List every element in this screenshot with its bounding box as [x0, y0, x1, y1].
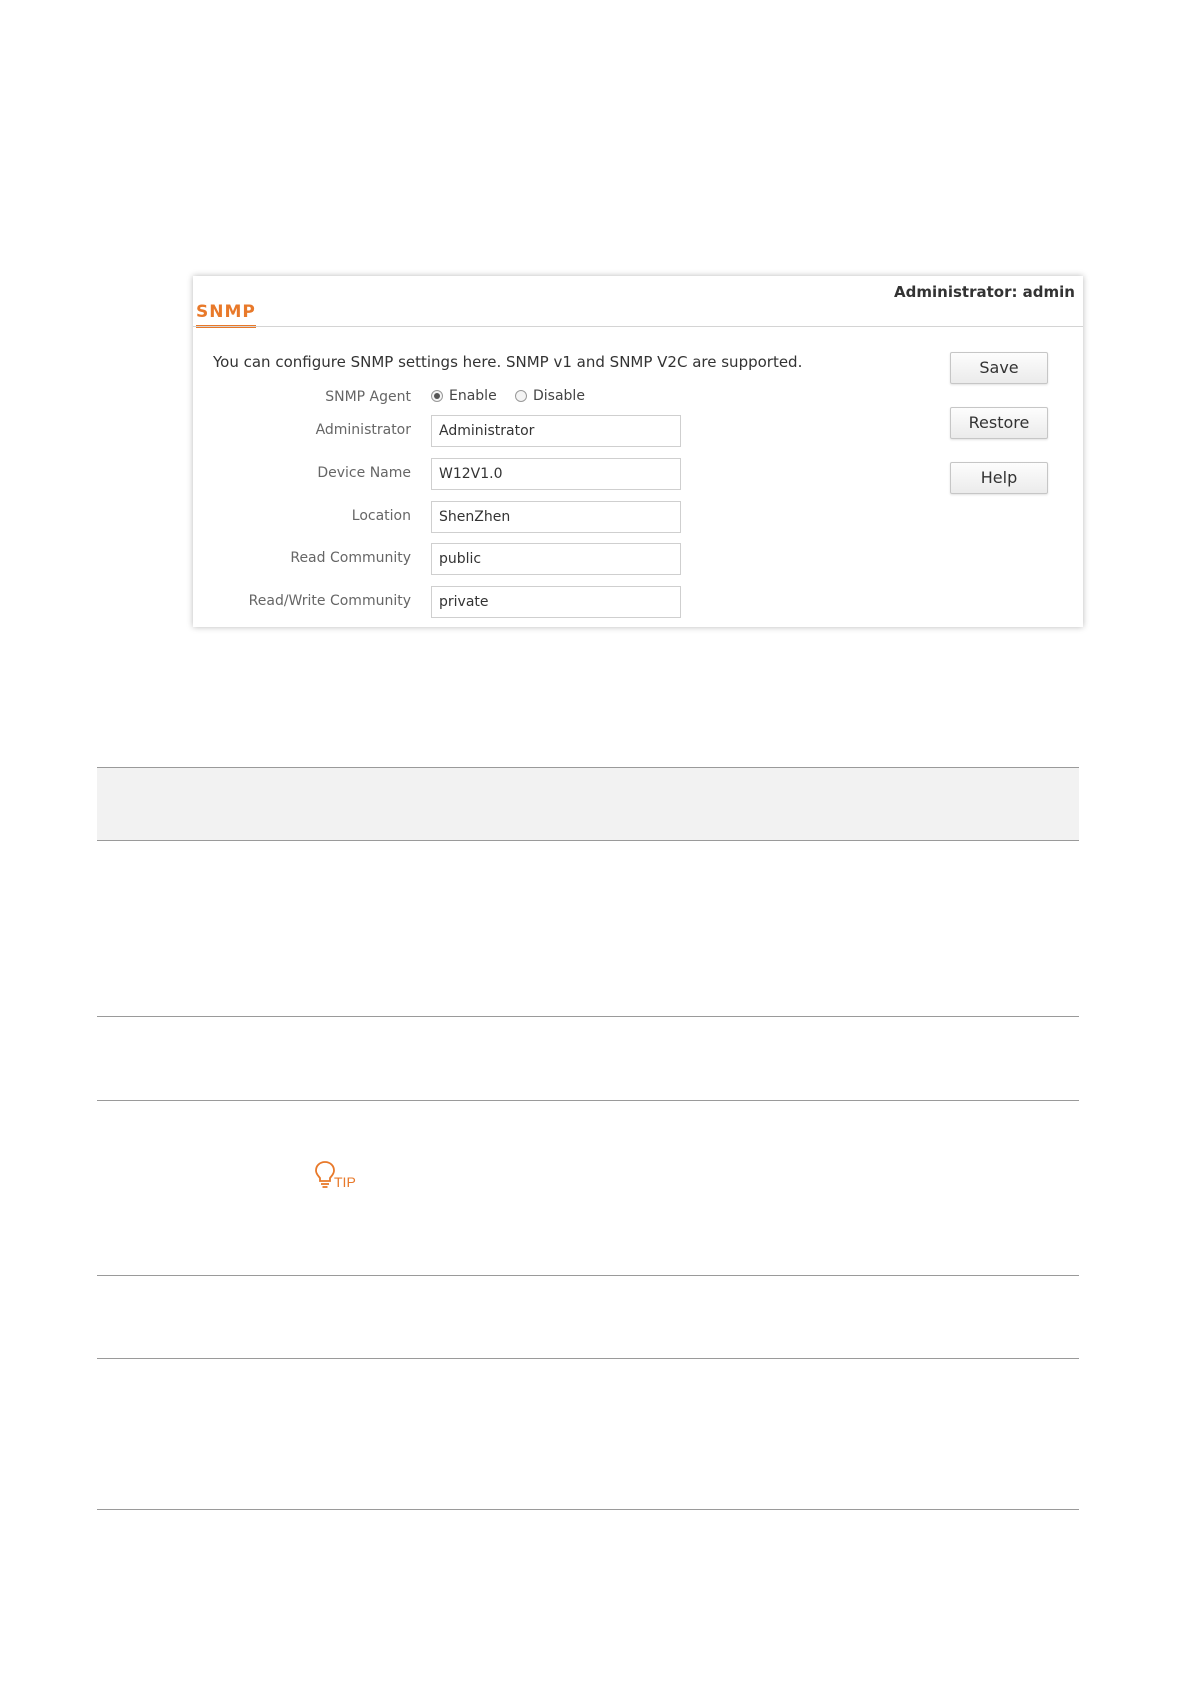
administrator-input[interactable] [431, 415, 681, 447]
header-divider [193, 326, 1083, 327]
snmp-agent-disable-radio[interactable] [515, 388, 585, 404]
table-row-divider [97, 1100, 1079, 1101]
save-button[interactable]: Save [950, 352, 1048, 384]
help-button[interactable]: Help [950, 462, 1048, 494]
snmp-agent-label: SNMP Agent [325, 389, 411, 405]
device-name-row [193, 458, 893, 490]
location-input[interactable] [431, 501, 681, 533]
read-community-row [193, 543, 893, 575]
device-name-input[interactable] [431, 458, 681, 490]
location-row [193, 501, 893, 533]
tab-snmp[interactable]: SNMP [196, 302, 256, 328]
table-row-divider [97, 1358, 1079, 1359]
location-label: Location [351, 508, 411, 524]
lightbulb-icon [314, 1160, 336, 1190]
page-description: You can configure SNMP settings here. SNMP v1 and SNMP V2C are supported. [213, 353, 803, 371]
radio-checked-icon[interactable] [431, 390, 443, 402]
disable-option-label: Disable [533, 388, 585, 404]
administrator-label: Administrator: admin [894, 283, 1075, 301]
administrator-row [193, 415, 893, 447]
snmp-agent-row [193, 382, 893, 414]
snmp-agent-enable-radio[interactable] [431, 388, 497, 404]
table-header [97, 767, 1079, 841]
tip-label: TIP [334, 1174, 356, 1190]
restore-button[interactable]: Restore [950, 407, 1048, 439]
table-row-divider [97, 1275, 1079, 1276]
tip-note [314, 1160, 364, 1192]
radio-unchecked-icon[interactable] [515, 390, 527, 402]
snmp-settings-panel [193, 276, 1083, 627]
table-row-divider [97, 1509, 1079, 1510]
device-name-label: Device Name [317, 465, 411, 481]
read-write-community-row [193, 586, 893, 618]
read-community-input[interactable] [431, 543, 681, 575]
table-row-divider [97, 1016, 1079, 1017]
enable-option-label: Enable [449, 388, 497, 404]
read-write-community-label: Read/Write Community [248, 593, 411, 609]
administrator-field-label: Administrator [315, 422, 411, 438]
read-community-label: Read Community [290, 550, 411, 566]
read-write-community-input[interactable] [431, 586, 681, 618]
